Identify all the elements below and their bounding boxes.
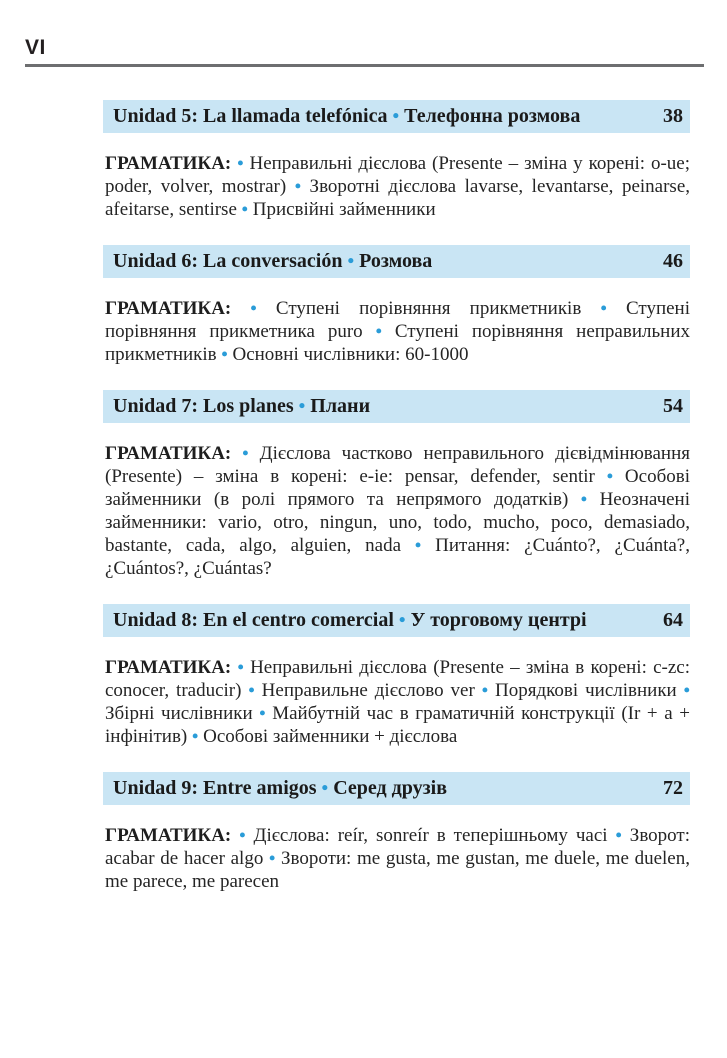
unit-title-spanish: Unidad 9: Entre amigos xyxy=(113,777,317,799)
unit-title-spanish: Unidad 6: La conversación xyxy=(113,250,343,272)
unit-title-spanish: Unidad 8: En el centro comercial xyxy=(113,609,394,631)
bullet-dot-icon: • xyxy=(242,443,249,463)
unit-header-bar xyxy=(103,772,690,805)
bullet-dot-icon: • xyxy=(481,680,489,700)
bullet-dot-icon: • xyxy=(392,106,400,127)
unit-page-number: 46 xyxy=(663,250,683,272)
bullet-dot-icon: • xyxy=(237,657,244,677)
unit-header-bar xyxy=(103,100,690,133)
grammar-label: ГРАМАТИКА: xyxy=(105,825,232,846)
grammar-paragraph: ГРАМАТИКА: • Дієслова частково неправильного дієвідмінювання (Presente) – зміна в корені: e-ie: pensar, defender, sentir • Особові займенники (в ролі прямого та непрямого додатків) • Неозначені займенники: vario, otro, ningun, uno, todo, mucho, poco, demasiado, bastante, cada, algo, alguien, nada • Питання: ¿Cuánto?, ¿Cuánta?, ¿Cuántos?, ¿Cuántas? xyxy=(105,443,691,579)
unit-title-ukrainian: Розмова xyxy=(359,250,433,272)
bullet-dot-icon: • xyxy=(615,825,622,845)
bullet-dot-icon: • xyxy=(259,703,266,723)
unit-header-bar xyxy=(103,245,690,278)
bullet-dot-icon: • xyxy=(580,489,588,509)
toc-section xyxy=(103,604,690,748)
unit-title-ukrainian: Плани xyxy=(310,395,371,417)
grammar-paragraph: ГРАМАТИКА: • Дієслова: reír, sonreír в теперішньому часі • Зворот: acabar de hacer algo • Звороти: me gusta, me gustan, me duele, me duelen, me parece, me parecen xyxy=(105,825,690,892)
unit-page-number: 38 xyxy=(663,105,683,127)
grammar-label: ГРАМАТИКА: xyxy=(105,298,232,319)
toc-section xyxy=(103,772,690,893)
bullet-dot-icon: • xyxy=(192,726,199,746)
unit-title xyxy=(113,105,580,128)
bullet-dot-icon: • xyxy=(239,825,246,845)
grammar-paragraph: ГРАМАТИКА: • Неправильні дієслова (Presente – зміна в корені: c-zc: conocer, traducir) • Неправильне дієслово ver • Порядкові числівники • Збірні числівники • Майбутній час в граматичній конструкції (Ir + a + інфінітив) • Особові займенники + дієслова xyxy=(105,657,691,747)
toc-section xyxy=(103,390,690,580)
bullet-dot-icon: • xyxy=(294,176,302,196)
toc-content xyxy=(103,100,690,917)
bullet-dot-icon: • xyxy=(241,199,248,219)
grammar-label: ГРАМАТИКА: xyxy=(105,153,232,174)
unit-title xyxy=(113,395,370,418)
bullet-dot-icon: • xyxy=(321,778,329,799)
toc-section xyxy=(103,100,690,221)
grammar-label: ГРАМАТИКА: xyxy=(105,657,232,678)
unit-title xyxy=(113,250,432,273)
bullet-dot-icon: • xyxy=(237,153,244,173)
grammar-paragraph: ГРАМАТИКА: • Неправильні дієслова (Presente – зміна у корені: o-ue; poder, volver, mostrar) • Зворотні дієслова lavarse, levantarse, peinarse, afeitarse, sentirse • Присвійні займенники xyxy=(105,153,690,220)
unit-header-bar xyxy=(103,390,690,423)
bullet-dot-icon: • xyxy=(221,344,228,364)
unit-page-number: 64 xyxy=(663,609,683,631)
unit-page-number: 54 xyxy=(663,395,683,417)
unit-title-ukrainian: Серед друзів xyxy=(333,777,447,799)
bullet-dot-icon: • xyxy=(398,610,406,631)
bullet-dot-icon: • xyxy=(600,298,607,318)
grammar-paragraph: ГРАМАТИКА: • Ступені порівняння прикметників • Ступені порівняння прикметника puro • Ступені порівняння неправильних прикметників • Основні числівники: 60-1000 xyxy=(105,298,690,365)
grammar-label: ГРАМАТИКА: xyxy=(105,443,232,464)
page-number: VI xyxy=(25,36,46,59)
unit-title-ukrainian: У торговому центрі xyxy=(410,609,587,631)
unit-title-spanish: Unidad 7: Los planes xyxy=(113,395,294,417)
unit-page-number: 72 xyxy=(663,777,683,799)
bullet-dot-icon: • xyxy=(250,298,257,318)
unit-title-ukrainian: Телефонна розмова xyxy=(404,105,581,127)
bullet-dot-icon: • xyxy=(606,466,614,486)
bullet-dot-icon: • xyxy=(298,396,306,417)
unit-title xyxy=(113,777,447,800)
bullet-dot-icon: • xyxy=(268,848,276,868)
bullet-dot-icon: • xyxy=(347,251,355,272)
toc-section xyxy=(103,245,690,366)
unit-header-bar xyxy=(103,604,690,637)
bullet-dot-icon: • xyxy=(375,321,382,341)
header-rule xyxy=(25,64,704,67)
bullet-dot-icon: • xyxy=(683,680,690,700)
bullet-dot-icon: • xyxy=(414,535,422,555)
unit-title-spanish: Unidad 5: La llamada telefónica xyxy=(113,105,388,127)
bullet-dot-icon: • xyxy=(248,680,255,700)
unit-title xyxy=(113,609,587,632)
